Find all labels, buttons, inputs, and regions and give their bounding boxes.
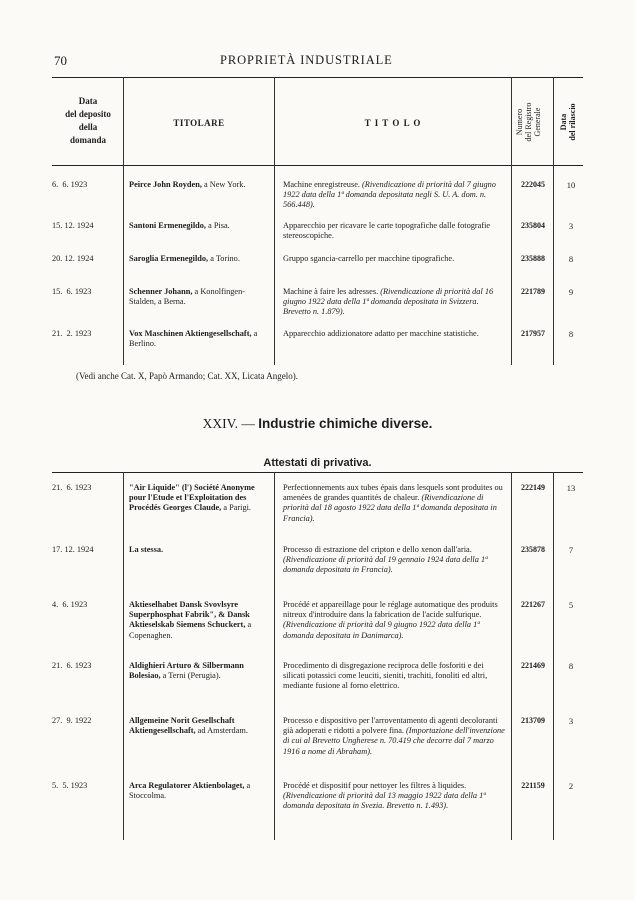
deposit-date: 21. 6. 1923 <box>52 661 92 670</box>
patent-title: Processo e dispositivo per l'arroventamento di agenti decoloranti già adoperati e ridotti a polvere fina. (Importazione dell'invenzione di cui al Brevetto Ungherese n. 70.419 che decorre dal 7 marzo 1916 a nome di Abraham). <box>283 716 505 756</box>
release-date: 8 <box>568 661 574 671</box>
see-also-note: (Vedi anche Cat. X, Papò Armando; Cat. XX, Licata Angelo). <box>76 371 298 381</box>
registry-number: 222045 <box>521 180 545 189</box>
patent-title: Procedimento di disgregazione reciproca delle fosforiti e dei silicati potassici come leuciti, sieniti, trachiti, fonoliti ed altri, mediante fusione al forno elettrico. <box>283 661 488 691</box>
registry-number: 217957 <box>521 329 545 338</box>
holder: "Air Liquide" (l') Société Anonyme pour l'Etude et l'Exploitation des Procédés Georges Claude, a Parigi. <box>129 483 255 513</box>
registry-number: 235804 <box>521 221 545 230</box>
patent-title: Apparecchio addizionatore adatto per macchine statistiche. <box>283 329 479 338</box>
deposit-date: 6. 6. 1923 <box>52 180 88 189</box>
holder: Saroglia Ermenegildo, a Torino. <box>129 254 240 263</box>
header-title: T I T O L O <box>364 118 422 128</box>
column-rule <box>553 472 554 840</box>
release-date: 10 <box>566 180 576 190</box>
holder: Santoni Ermenegildo, a Pisa. <box>129 221 230 230</box>
holder: Arca Regulatorer Aktienbolaget, a Stoccolma. <box>129 781 251 801</box>
patent-title: Apparecchio per ricavare le carte topografiche dalle fotografie stereoscopiche. <box>283 221 491 241</box>
release-date: 2 <box>568 781 574 791</box>
registry-number: 221267 <box>521 600 545 609</box>
deposit-date: 17. 12. 1924 <box>52 545 94 554</box>
header-registry-number: Numero del Registro Generale <box>515 102 542 142</box>
deposit-date: 20. 12. 1924 <box>52 254 94 263</box>
column-rule <box>274 472 275 840</box>
page-number: 70 <box>54 53 67 68</box>
deposit-date: 15. 12. 1924 <box>52 221 94 230</box>
header-date-deposit: Data del deposito della domanda <box>65 96 111 145</box>
subheading: Attestati di privativa. <box>263 457 372 469</box>
deposit-date: 4. 6. 1923 <box>52 600 88 609</box>
release-date: 5 <box>568 600 574 610</box>
header-holder: TITOLARE <box>173 118 225 128</box>
release-date: 3 <box>568 716 574 726</box>
header-rule-top <box>52 77 583 78</box>
running-title: PROPRIETÀ INDUSTRIALE <box>220 53 393 67</box>
holder: Vox Maschinen Aktiengesellschaft, a Berlino. <box>129 329 258 349</box>
release-date: 13 <box>566 483 576 493</box>
column-rule <box>123 472 124 840</box>
registry-number: 222149 <box>521 483 545 492</box>
section-rule <box>52 472 583 473</box>
holder: La stessa. <box>129 545 164 554</box>
header-release-date: Data del rilascio <box>559 103 577 141</box>
patent-title: Perfectionnements aux tubes épais dans lesquels sont produites ou amenées de grandes quantités de chaleur. (Rivendicazione di priorità dal 18 agosto 1922 data della 1ª domanda depositata in Francia). <box>283 483 503 523</box>
header-rule-bottom <box>52 165 583 166</box>
patent-title: Gruppo sgancia-carrello per macchine tipografiche. <box>283 254 455 263</box>
registry-number: 235888 <box>521 254 545 263</box>
holder: Aldighieri Arturo & Silbermann Bolesiao, a Terni (Perugia). <box>129 661 244 681</box>
deposit-date: 21. 2. 1923 <box>52 329 92 338</box>
release-date: 3 <box>568 221 574 231</box>
release-date: 9 <box>568 287 574 297</box>
release-date: 7 <box>568 545 574 555</box>
patent-title: Procédé et appareillage pour le réglage automatique des produits nitreux d'introduire dans la fabrication de l'acide sulfurique. (Rivendicazione di priorità dal 9 giugno 1922 data della 1ª domanda depositata in Danimarca). <box>283 600 498 640</box>
holder: Schenner Johann, a Konolfingen-Stalden, a Berna. <box>129 287 246 307</box>
holder: Peirce John Royden, a New York. <box>129 180 246 189</box>
column-rule <box>511 472 512 840</box>
patent-title: Machine à faire les adresses. (Rivendicazione di priorità dal 16 giugno 1922 data della 1ª domanda depositata in Svizzera. Brevetto n. 1.879). <box>283 287 494 317</box>
column-rule <box>553 77 554 365</box>
deposit-date: 5. 5. 1923 <box>52 781 88 790</box>
deposit-date: 21. 6. 1923 <box>52 483 92 492</box>
registry-number: 235878 <box>521 545 545 554</box>
registry-number: 213709 <box>521 716 545 725</box>
registry-number: 221469 <box>521 661 545 670</box>
deposit-date: 15. 6. 1923 <box>52 287 92 296</box>
deposit-date: 27. 9. 1922 <box>52 716 92 725</box>
column-rule <box>511 77 512 365</box>
release-date: 8 <box>568 254 574 264</box>
holder: Allgemeine Norit Gesellschaft Aktiengesellschaft, ad Amsterdam. <box>129 716 248 736</box>
patent-title: Procédé et dispositif pour nettoyer les filtres à liquides. (Rivendicazione di priorità dal 13 maggio 1922 data della 1ª domanda depositata in Svezia. Brevetto n. 1.493). <box>283 781 486 811</box>
section-heading: XXIV. — Industrie chimiche diverse. <box>202 416 433 431</box>
release-date: 8 <box>568 329 574 339</box>
holder: Aktieselhabet Dansk Svovlsyre Superphosphat Fabrik", & Dansk Aktieselskab Siemens Schuckert, a Copenaghen. <box>129 600 252 640</box>
patent-title: Machine enregistreuse. (Rivendicazione di priorità dal 7 giugno 1922 data della 1ª domanda depositata negli S. U. A. dom. n. 566.448). <box>283 180 496 210</box>
registry-number: 221159 <box>521 781 545 790</box>
patent-title: Processo di estrazione del cripton e dello xenon dall'aria. (Rivendicazione di priorità dal 19 gennaio 1924 data della 1ª domanda depositata in Francia). <box>283 545 488 575</box>
registry-number: 221789 <box>521 287 545 296</box>
